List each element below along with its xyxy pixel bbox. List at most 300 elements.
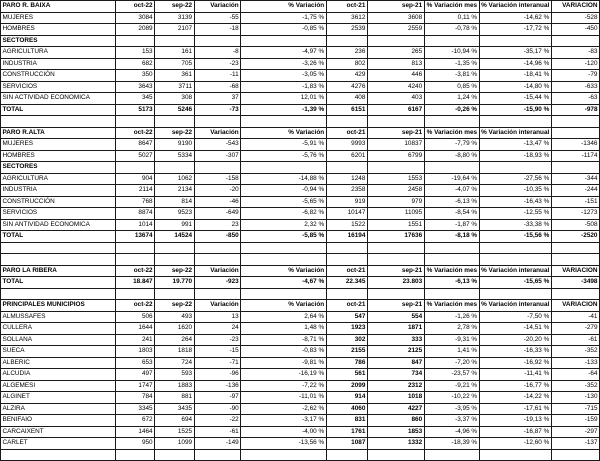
table-row-cell[interactable]: -1174 — [551, 150, 599, 162]
table-row-cell[interactable]: -35,17 % — [479, 47, 551, 59]
table-row-cell[interactable]: 1248 — [326, 173, 367, 185]
empty-cell[interactable] — [367, 449, 424, 461]
table-row-cell[interactable]: 2089 — [115, 24, 154, 36]
table-row-cell[interactable]: 10837 — [367, 139, 424, 151]
header-row-cell[interactable]: % Variación mes — [424, 127, 479, 139]
municipio-row-cell[interactable]: 1525 — [155, 426, 194, 438]
municipio-row-cell[interactable]: -11,41 % — [479, 369, 551, 381]
table-row-cell[interactable]: -3,05 % — [241, 70, 326, 82]
table-row-cell[interactable]: 705 — [155, 58, 194, 70]
municipio-row-cell[interactable]: 784 — [115, 392, 154, 404]
header-row-cell[interactable]: oct-22 — [115, 127, 154, 139]
table-row-cell[interactable]: 1553 — [367, 173, 424, 185]
municipio-row-cell[interactable]: -71 — [194, 357, 241, 369]
table-row-cell[interactable]: 23 — [194, 219, 241, 231]
municipio-row-cell[interactable]: 881 — [155, 392, 194, 404]
header-row-cell[interactable] — [551, 127, 599, 139]
header-row-cell[interactable]: sep-21 — [367, 300, 424, 312]
table-row-cell[interactable]: AGRICULTURA — [1, 47, 116, 59]
total-row-cell[interactable]: -15,65 % — [479, 277, 551, 289]
municipio-row-cell[interactable]: 561 — [326, 369, 367, 381]
municipio-row-cell[interactable]: -7,20 % — [424, 357, 479, 369]
empty-cell[interactable] — [155, 242, 194, 254]
total-row-cell[interactable]: -850 — [194, 231, 241, 243]
header-row-cell[interactable]: Variación — [194, 300, 241, 312]
header-row-cell[interactable]: oct-21 — [326, 265, 367, 277]
municipio-row-cell[interactable]: -12,60 % — [479, 438, 551, 450]
empty-cell[interactable] — [479, 449, 551, 461]
empty-cell[interactable] — [424, 116, 479, 128]
table-row-cell[interactable]: 8647 — [115, 139, 154, 151]
table-row-cell[interactable]: SERVICIOS — [1, 208, 116, 220]
empty-cell[interactable] — [479, 254, 551, 266]
municipio-row-cell[interactable]: 4227 — [367, 403, 424, 415]
empty-cell[interactable] — [326, 116, 367, 128]
table-row-cell[interactable]: -528 — [551, 12, 599, 24]
table-row-cell[interactable]: -1,75 % — [241, 12, 326, 24]
table-row-cell[interactable]: -0,85 % — [241, 24, 326, 36]
empty-cell[interactable] — [424, 254, 479, 266]
table-row-cell[interactable]: -7,79 % — [424, 139, 479, 151]
empty-cell[interactable] — [367, 254, 424, 266]
table-row-cell[interactable]: 5027 — [115, 150, 154, 162]
table-row-cell[interactable]: -3,26 % — [241, 58, 326, 70]
municipio-row-cell[interactable]: 1923 — [326, 323, 367, 335]
empty-cell[interactable] — [551, 288, 599, 300]
header-row-cell[interactable]: % Variación interanual — [479, 265, 551, 277]
municipio-row-cell[interactable]: 1818 — [155, 346, 194, 358]
table-row-cell[interactable]: 446 — [367, 70, 424, 82]
total-row-cell[interactable]: 6151 — [326, 104, 367, 116]
table-row-cell[interactable]: -3,81 % — [424, 70, 479, 82]
municipio-row-cell[interactable]: -16,77 % — [479, 380, 551, 392]
empty-cell[interactable] — [479, 35, 551, 47]
table-row-cell[interactable]: 9993 — [326, 139, 367, 151]
municipio-row-cell[interactable]: 1099 — [155, 438, 194, 450]
municipio-row-cell[interactable]: 1087 — [326, 438, 367, 450]
municipio-row-cell[interactable]: 1620 — [155, 323, 194, 335]
table-row-cell[interactable]: 2358 — [326, 185, 367, 197]
empty-cell[interactable] — [194, 35, 241, 47]
header-row-cell[interactable]: sep-22 — [155, 265, 194, 277]
municipio-row-cell[interactable]: 860 — [367, 415, 424, 427]
empty-cell[interactable] — [326, 242, 367, 254]
municipio-row-cell[interactable]: -159 — [551, 415, 599, 427]
municipio-row-cell[interactable]: -19,13 % — [479, 415, 551, 427]
table-row-cell[interactable]: -63 — [551, 93, 599, 105]
municipio-row-cell[interactable]: -10,22 % — [424, 392, 479, 404]
municipio-row-cell[interactable]: -61 — [194, 426, 241, 438]
municipio-row-cell[interactable]: ALGINET — [1, 392, 116, 404]
table-row-cell[interactable]: 3711 — [155, 81, 194, 93]
table-row-cell[interactable]: 8874 — [115, 208, 154, 220]
table-row-cell[interactable]: 345 — [115, 93, 154, 105]
municipio-row-cell[interactable]: 593 — [155, 369, 194, 381]
municipio-row-cell[interactable]: -61 — [551, 334, 599, 346]
municipio-row-cell[interactable]: -23 — [194, 334, 241, 346]
municipio-row-cell[interactable]: 3435 — [155, 403, 194, 415]
empty-cell[interactable] — [115, 162, 154, 174]
header-row-cell[interactable]: oct-22 — [115, 265, 154, 277]
header-row-cell[interactable]: % Variación — [241, 265, 326, 277]
municipio-row-cell[interactable]: 547 — [326, 311, 367, 323]
total-row-cell[interactable]: 22.345 — [326, 277, 367, 289]
table-row-cell[interactable]: -543 — [194, 139, 241, 151]
municipio-row-cell[interactable]: -13,56 % — [241, 438, 326, 450]
table-row-cell[interactable]: -14,96 % — [479, 58, 551, 70]
table-row-cell[interactable]: 3084 — [115, 12, 154, 24]
table-row-cell[interactable]: MUJERES — [1, 12, 116, 24]
municipio-row-cell[interactable]: 734 — [367, 369, 424, 381]
header-row-cell[interactable]: % Variación interanual — [479, 300, 551, 312]
municipio-row-cell[interactable]: -23,57 % — [424, 369, 479, 381]
municipio-row-cell[interactable]: 1871 — [367, 323, 424, 335]
table-row-cell[interactable]: -18,93 % — [479, 150, 551, 162]
table-row-cell[interactable]: 4240 — [367, 81, 424, 93]
table-row-cell[interactable]: MUJERES — [1, 139, 116, 151]
municipio-row-cell[interactable]: 1,48 % — [241, 323, 326, 335]
municipio-row-cell[interactable]: -352 — [551, 346, 599, 358]
header-row-cell[interactable]: oct-22 — [115, 1, 154, 13]
municipio-row-cell[interactable]: CARCAIXENT — [1, 426, 116, 438]
municipio-row-cell[interactable]: 506 — [115, 311, 154, 323]
table-row-cell[interactable]: -68 — [194, 81, 241, 93]
empty-cell[interactable] — [155, 116, 194, 128]
table-row-cell[interactable]: -649 — [194, 208, 241, 220]
table-row-cell[interactable]: 161 — [155, 47, 194, 59]
municipio-row-cell[interactable]: -279 — [551, 323, 599, 335]
empty-cell[interactable] — [551, 254, 599, 266]
table-row-cell[interactable]: -79 — [551, 70, 599, 82]
municipio-row-cell[interactable]: 302 — [326, 334, 367, 346]
empty-cell[interactable] — [424, 449, 479, 461]
table-row-cell[interactable]: SIN ACTIVIDAD ECONOMICA — [1, 93, 116, 105]
table-row-cell[interactable]: -450 — [551, 24, 599, 36]
table-row-cell[interactable]: -6,13 % — [424, 196, 479, 208]
municipio-row-cell[interactable]: -136 — [194, 380, 241, 392]
table-row-cell[interactable]: -15,44 % — [479, 93, 551, 105]
header-row-cell[interactable]: % Variación interanual — [479, 127, 551, 139]
municipio-row-cell[interactable]: -7,22 % — [241, 380, 326, 392]
total-row-cell[interactable]: 23.803 — [367, 277, 424, 289]
municipio-row-cell[interactable]: -14,51 % — [479, 323, 551, 335]
empty-cell[interactable] — [155, 288, 194, 300]
total-row-cell[interactable]: 17636 — [367, 231, 424, 243]
table-row-cell[interactable]: -8 — [194, 47, 241, 59]
table-row-cell[interactable]: -307 — [194, 150, 241, 162]
table-row-cell[interactable]: 10147 — [326, 208, 367, 220]
municipio-row-cell[interactable]: 2312 — [367, 380, 424, 392]
table-row-cell[interactable]: -0,78 % — [424, 24, 479, 36]
municipio-row-cell[interactable]: ALZIRA — [1, 403, 116, 415]
total-row-cell[interactable]: -978 — [551, 104, 599, 116]
total-row-cell[interactable]: 18.847 — [115, 277, 154, 289]
municipio-row-cell[interactable]: ALGEMESI — [1, 380, 116, 392]
header-row-cell[interactable]: sep-21 — [367, 127, 424, 139]
municipio-row-cell[interactable]: -64 — [551, 369, 599, 381]
table-row-cell[interactable]: 1062 — [155, 173, 194, 185]
municipio-row-cell[interactable]: -90 — [194, 403, 241, 415]
table-row-cell[interactable]: -55 — [194, 12, 241, 24]
table-row-cell[interactable]: 2539 — [326, 24, 367, 36]
municipio-row-cell[interactable]: 264 — [155, 334, 194, 346]
empty-cell[interactable] — [155, 162, 194, 174]
table-row-cell[interactable]: HOMBRES — [1, 24, 116, 36]
table-row-cell[interactable]: -5,76 % — [241, 150, 326, 162]
table-row-cell[interactable]: 11095 — [367, 208, 424, 220]
table-row-cell[interactable]: 0,11 % — [424, 12, 479, 24]
table-row-cell[interactable]: -5,65 % — [241, 196, 326, 208]
municipio-row-cell[interactable]: -96 — [194, 369, 241, 381]
table-row-cell[interactable]: 236 — [326, 47, 367, 59]
empty-cell[interactable] — [367, 288, 424, 300]
municipio-row-cell[interactable]: SUECA — [1, 346, 116, 358]
table-row-cell[interactable]: 3608 — [367, 12, 424, 24]
table-row-cell[interactable]: 1522 — [326, 219, 367, 231]
municipio-row-cell[interactable]: -41 — [551, 311, 599, 323]
municipio-row-cell[interactable]: -9,31 % — [424, 334, 479, 346]
empty-cell[interactable] — [551, 242, 599, 254]
table-row-cell[interactable]: -1273 — [551, 208, 599, 220]
total-row-cell[interactable]: TOTAL — [1, 277, 116, 289]
municipio-row-cell[interactable]: -11,01 % — [241, 392, 326, 404]
empty-cell[interactable] — [424, 288, 479, 300]
municipio-row-cell[interactable]: BENIFAIO — [1, 415, 116, 427]
municipio-row-cell[interactable]: -0,83 % — [241, 346, 326, 358]
empty-cell[interactable] — [241, 449, 326, 461]
total-row-cell[interactable]: -5,85 % — [241, 231, 326, 243]
table-row-cell[interactable]: -158 — [194, 173, 241, 185]
table-row-cell[interactable]: -14,80 % — [479, 81, 551, 93]
municipio-row-cell[interactable]: -352 — [551, 380, 599, 392]
municipio-row-cell[interactable]: ALBERIC — [1, 357, 116, 369]
municipio-row-cell[interactable]: -297 — [551, 426, 599, 438]
municipio-row-cell[interactable]: -3,37 % — [424, 415, 479, 427]
table-row-cell[interactable]: 408 — [326, 93, 367, 105]
total-row-cell[interactable]: 6167 — [367, 104, 424, 116]
table-row-cell[interactable]: -8,80 % — [424, 150, 479, 162]
empty-cell[interactable] — [194, 242, 241, 254]
municipio-row-cell[interactable]: ALCUDIA — [1, 369, 116, 381]
table-row-cell[interactable]: SIN ANTIVIDAD ECONOMICA — [1, 219, 116, 231]
table-row-cell[interactable]: 2134 — [155, 185, 194, 197]
header-row-cell[interactable]: PARO LA RIBERA — [1, 265, 116, 277]
empty-cell[interactable] — [326, 288, 367, 300]
empty-cell[interactable] — [367, 35, 424, 47]
municipio-row-cell[interactable]: 333 — [367, 334, 424, 346]
table-row-cell[interactable]: 2114 — [115, 185, 154, 197]
table-row-cell[interactable]: -151 — [551, 196, 599, 208]
table-row-cell[interactable]: -1,35 % — [424, 58, 479, 70]
table-row-cell[interactable]: 6201 — [326, 150, 367, 162]
municipio-row-cell[interactable]: CULLERA — [1, 323, 116, 335]
municipio-row-cell[interactable]: 1883 — [155, 380, 194, 392]
municipio-row-cell[interactable]: -3,95 % — [424, 403, 479, 415]
table-row-cell[interactable]: -1,87 % — [424, 219, 479, 231]
empty-cell[interactable] — [367, 242, 424, 254]
table-row-cell[interactable]: 9523 — [155, 208, 194, 220]
total-row-cell[interactable]: 5246 — [155, 104, 194, 116]
empty-cell[interactable] — [194, 116, 241, 128]
empty-cell[interactable] — [551, 162, 599, 174]
table-row-cell[interactable]: -20 — [194, 185, 241, 197]
table-row-cell[interactable]: -16,43 % — [479, 196, 551, 208]
header-row-cell[interactable]: PARO R. BAIXA — [1, 1, 116, 13]
table-row-cell[interactable]: 153 — [115, 47, 154, 59]
municipio-row-cell[interactable]: 3345 — [115, 403, 154, 415]
empty-cell[interactable] — [1, 449, 116, 461]
municipio-row-cell[interactable]: 950 — [115, 438, 154, 450]
empty-cell[interactable] — [241, 242, 326, 254]
empty-cell[interactable] — [115, 254, 154, 266]
empty-cell[interactable] — [1, 288, 116, 300]
header-row-cell[interactable]: % Variación interanual — [479, 1, 551, 13]
municipio-row-cell[interactable]: -130 — [551, 392, 599, 404]
header-row-cell[interactable]: % Variación — [241, 127, 326, 139]
table-row-cell[interactable]: 2458 — [367, 185, 424, 197]
municipio-row-cell[interactable]: -97 — [194, 392, 241, 404]
municipio-row-cell[interactable]: -133 — [551, 357, 599, 369]
table-row-cell[interactable]: INDUSTRIA — [1, 58, 116, 70]
empty-cell[interactable] — [479, 288, 551, 300]
empty-cell[interactable] — [241, 254, 326, 266]
municipio-row-cell[interactable]: -3,17 % — [241, 415, 326, 427]
empty-cell[interactable] — [115, 449, 154, 461]
table-row-cell[interactable]: -1,83 % — [241, 81, 326, 93]
header-row-cell[interactable]: sep-22 — [155, 1, 194, 13]
table-row-cell[interactable]: -4,07 % — [424, 185, 479, 197]
table-row-cell[interactable]: 0,85 % — [424, 81, 479, 93]
municipio-row-cell[interactable]: -16,33 % — [479, 346, 551, 358]
empty-cell[interactable] — [115, 116, 154, 128]
table-row-cell[interactable]: 1014 — [115, 219, 154, 231]
empty-cell[interactable] — [551, 449, 599, 461]
empty-cell[interactable] — [326, 254, 367, 266]
total-row-cell[interactable]: -0,26 % — [424, 104, 479, 116]
municipio-row-cell[interactable]: ALMUSSAFES — [1, 311, 116, 323]
header-row-cell[interactable]: Variación — [194, 1, 241, 13]
municipio-row-cell[interactable]: 554 — [367, 311, 424, 323]
table-row-cell[interactable]: -120 — [551, 58, 599, 70]
header-row-cell[interactable]: Variación — [194, 127, 241, 139]
empty-cell[interactable] — [479, 162, 551, 174]
municipio-row-cell[interactable]: -20,20 % — [479, 334, 551, 346]
municipio-row-cell[interactable]: 241 — [115, 334, 154, 346]
municipio-row-cell[interactable]: 1644 — [115, 323, 154, 335]
table-row-cell[interactable]: 2107 — [155, 24, 194, 36]
table-row-cell[interactable]: 361 — [155, 70, 194, 82]
header-row-cell[interactable]: PARO R.ALTA — [1, 127, 116, 139]
empty-cell[interactable] — [551, 116, 599, 128]
empty-cell[interactable] — [155, 35, 194, 47]
table-row-cell[interactable]: 3139 — [155, 12, 194, 24]
total-row-cell[interactable]: -73 — [194, 104, 241, 116]
municipio-row-cell[interactable]: 1747 — [115, 380, 154, 392]
table-row-cell[interactable]: 2,32 % — [241, 219, 326, 231]
empty-cell[interactable] — [194, 449, 241, 461]
table-row-cell[interactable]: -18,41 % — [479, 70, 551, 82]
empty-cell[interactable] — [115, 242, 154, 254]
table-row-cell[interactable]: -14,88 % — [241, 173, 326, 185]
municipio-row-cell[interactable]: 786 — [326, 357, 367, 369]
municipio-row-cell[interactable]: -4,96 % — [424, 426, 479, 438]
table-row-cell[interactable]: 919 — [326, 196, 367, 208]
table-row-cell[interactable]: -6,82 % — [241, 208, 326, 220]
municipio-row-cell[interactable]: -18,39 % — [424, 438, 479, 450]
table-row-cell[interactable]: -508 — [551, 219, 599, 231]
total-row-cell[interactable]: 19.770 — [155, 277, 194, 289]
total-row-cell[interactable]: 13674 — [115, 231, 154, 243]
empty-cell[interactable] — [326, 449, 367, 461]
table-row-cell[interactable]: HOMBRES — [1, 150, 116, 162]
table-row-cell[interactable]: -8,54 % — [424, 208, 479, 220]
table-row-cell[interactable]: 904 — [115, 173, 154, 185]
municipio-row-cell[interactable]: -16,92 % — [479, 357, 551, 369]
table-row-cell[interactable]: 37 — [194, 93, 241, 105]
municipio-row-cell[interactable]: 493 — [155, 311, 194, 323]
municipio-row-cell[interactable]: -4,00 % — [241, 426, 326, 438]
empty-cell[interactable] — [194, 254, 241, 266]
table-row-cell[interactable]: -11 — [194, 70, 241, 82]
municipio-row-cell[interactable]: 1803 — [115, 346, 154, 358]
table-row-cell[interactable]: -18 — [194, 24, 241, 36]
table-row-cell[interactable]: 12,01 % — [241, 93, 326, 105]
total-row-cell[interactable]: -1,39 % — [241, 104, 326, 116]
table-row-cell[interactable]: INDUSTRIA — [1, 185, 116, 197]
municipio-row-cell[interactable]: -9,81 % — [241, 357, 326, 369]
empty-cell[interactable] — [241, 116, 326, 128]
header-row-cell[interactable]: VARIACION — [551, 1, 599, 13]
table-row-cell[interactable]: 5334 — [155, 150, 194, 162]
header-row-cell[interactable]: VARIACION — [551, 300, 599, 312]
municipio-row-cell[interactable]: 4060 — [326, 403, 367, 415]
table-row-cell[interactable]: -1346 — [551, 139, 599, 151]
empty-cell[interactable] — [115, 35, 154, 47]
municipio-row-cell[interactable]: -17,61 % — [479, 403, 551, 415]
table-row-cell[interactable]: -23 — [194, 58, 241, 70]
empty-cell[interactable] — [326, 35, 367, 47]
empty-cell[interactable] — [155, 449, 194, 461]
municipio-row-cell[interactable]: -22 — [194, 415, 241, 427]
table-row-cell[interactable]: -27,56 % — [479, 173, 551, 185]
empty-cell[interactable] — [479, 116, 551, 128]
municipio-row-cell[interactable]: 2,64 % — [241, 311, 326, 323]
table-row-cell[interactable]: 813 — [367, 58, 424, 70]
header-row-cell[interactable]: oct-21 — [326, 300, 367, 312]
empty-cell[interactable] — [194, 288, 241, 300]
table-row-cell[interactable]: 3612 — [326, 12, 367, 24]
municipio-row-cell[interactable]: 1332 — [367, 438, 424, 450]
table-row-cell[interactable]: -14,62 % — [479, 12, 551, 24]
municipio-row-cell[interactable]: 24 — [194, 323, 241, 335]
municipio-row-cell[interactable]: 694 — [155, 415, 194, 427]
empty-cell[interactable] — [241, 288, 326, 300]
municipio-row-cell[interactable]: 13 — [194, 311, 241, 323]
table-row-cell[interactable]: -10,94 % — [424, 47, 479, 59]
table-row-cell[interactable]: 4276 — [326, 81, 367, 93]
table-row-cell[interactable]: -13,47 % — [479, 139, 551, 151]
municipio-row-cell[interactable]: 1853 — [367, 426, 424, 438]
total-row-cell[interactable]: 5173 — [115, 104, 154, 116]
empty-cell[interactable] — [424, 35, 479, 47]
empty-cell[interactable] — [367, 162, 424, 174]
empty-cell[interactable] — [551, 35, 599, 47]
table-row-cell[interactable]: -10,35 % — [479, 185, 551, 197]
header-row-cell[interactable]: oct-21 — [326, 127, 367, 139]
table-row-cell[interactable]: 814 — [155, 196, 194, 208]
municipio-row-cell[interactable]: SOLLANA — [1, 334, 116, 346]
table-row-cell[interactable]: -633 — [551, 81, 599, 93]
